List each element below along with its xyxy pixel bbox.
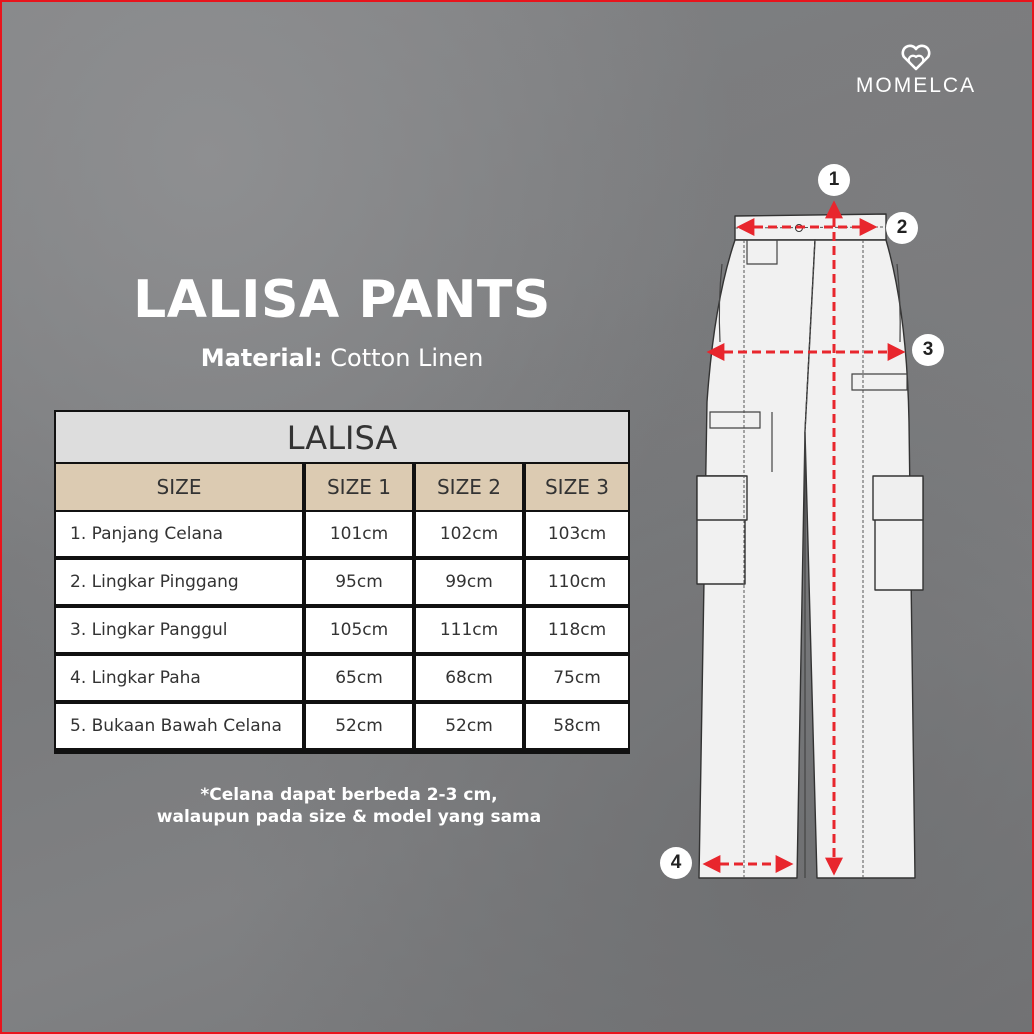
- material-label: Material:: [200, 344, 323, 372]
- table-cell: 99cm: [416, 560, 522, 604]
- table-cell: 65cm: [306, 656, 412, 700]
- column-header-size-3: SIZE 3: [526, 464, 628, 510]
- table-row-label: 1. Panjang Celana: [56, 512, 302, 556]
- left-cargo-flap: [697, 476, 747, 520]
- table-row-label: 3. Lingkar Panggul: [56, 608, 302, 652]
- table-cell: 118cm: [526, 608, 628, 652]
- column-header-size-2: SIZE 2: [416, 464, 522, 510]
- table-cell: 102cm: [416, 512, 522, 556]
- table-cell: 95cm: [306, 560, 412, 604]
- table-row-label: 4. Lingkar Paha: [56, 656, 302, 700]
- table-cell: 75cm: [526, 656, 628, 700]
- table-row-label: 5. Bukaan Bawah Celana: [56, 704, 302, 748]
- table-row-label: 2. Lingkar Pinggang: [56, 560, 302, 604]
- marker-3: 3: [912, 334, 944, 366]
- brand-name: MOMELCA: [855, 74, 977, 97]
- table-cell: 52cm: [416, 704, 522, 748]
- right-cargo-flap: [873, 476, 923, 520]
- marker-1: 1: [818, 164, 850, 196]
- size-note-line-1: *Celana dapat berbeda 2-3 cm,: [200, 785, 498, 805]
- marker-2: 2: [886, 212, 918, 244]
- table-cell: 105cm: [306, 608, 412, 652]
- marker-4: 4: [660, 847, 692, 879]
- table-cell: 58cm: [526, 704, 628, 748]
- pants-illustration: [2, 2, 1032, 1032]
- table-cell: 101cm: [306, 512, 412, 556]
- table-header: LALISA: [56, 412, 628, 462]
- column-header-size: SIZE: [56, 464, 302, 510]
- size-note-line-2: walaupun pada size & model yang sama: [156, 807, 542, 827]
- material-value: Cotton Linen: [330, 344, 484, 372]
- page-title: LALISA PANTS: [133, 270, 551, 330]
- table-cell: 103cm: [526, 512, 628, 556]
- table-cell: 110cm: [526, 560, 628, 604]
- table-cell: 111cm: [416, 608, 522, 652]
- table-cell: 52cm: [306, 704, 412, 748]
- column-header-size-1: SIZE 1: [306, 464, 412, 510]
- table-cell: 68cm: [416, 656, 522, 700]
